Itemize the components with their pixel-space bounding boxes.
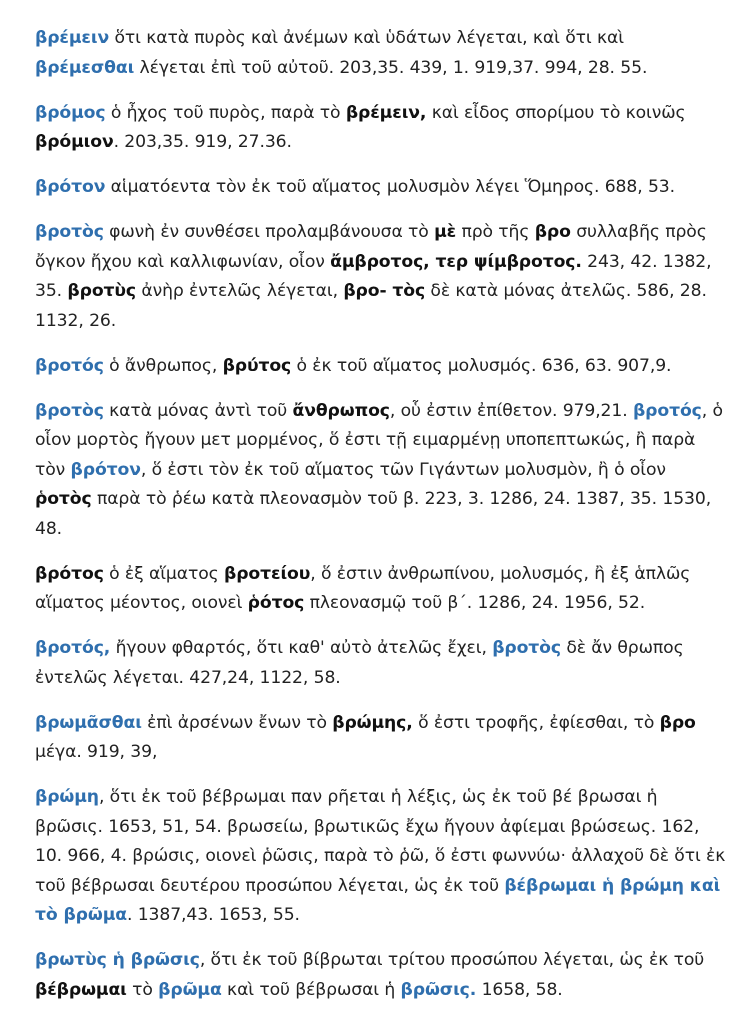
entry-text: , ὅ ἐστι τὸν ἐκ τοῦ αἵματος τῶν Γιγάντων μολυσμὸν, ἢ ὁ οἷον [140, 459, 672, 480]
bold-term: μὲ [434, 222, 457, 242]
bold-term: βρο [659, 712, 696, 733]
entry-text: . 203,35. 919, 27.36. [113, 132, 292, 152]
bold-term: ἄνθρωπος [292, 400, 390, 421]
entry [35, 397, 729, 545]
entry-text: τὸ [126, 979, 159, 1000]
bold-term: βρώμης, [332, 712, 413, 733]
headword: βρωμᾶσθαι [35, 712, 142, 733]
entry-text: ὅ ἐστι τροφῆς, ἐφίεσθαι, τὸ [412, 712, 660, 733]
bold-term: βροτὺς [67, 281, 136, 301]
entry [35, 709, 726, 768]
bold-term: ἄμβροτος, τερ ψίμβροτος. [330, 251, 582, 272]
entry-text: κατὰ μόνας ἀντὶ τοῦ [103, 400, 293, 421]
bold-term: ῥοτὸς [35, 489, 92, 509]
headword: βροτὸς [35, 400, 104, 421]
entry-text: , ὅτι ἐκ τοῦ βίβρωται τρίτου προσώπου λέγεται, ὡς ἐκ τοῦ [199, 950, 710, 970]
entry-text: φωνὴ ἐν συνθέσει προλαμβάνουσα τὸ [103, 222, 435, 242]
entry-text: δὲ ἄν θρωπος ἐντελῶς λέγεται. 427,24, 1122, 58. [35, 638, 689, 688]
entry-text: μέγα. 919, 39, [35, 712, 702, 762]
headword: βέβρωμαι ἡ βρώμη καὶ τὸ βρῶμα [35, 875, 727, 925]
entry-text: ὁ ἐξ αἵματος [103, 563, 224, 584]
headword: βρῶσις. [400, 979, 477, 1000]
headword: βρῶμα [158, 979, 222, 1000]
headword: βρώμη [35, 787, 99, 807]
bold-term: βρο [534, 222, 571, 242]
entry-text: λέγεται ἐπὶ τοῦ αὐτοῦ. 203,35. 439, 1. 919,37. 994, 28. 55. [134, 57, 648, 78]
bold-term: βρύτος [222, 355, 292, 376]
entry [35, 218, 726, 336]
entry-text: πλεονασμῷ τοῦ β΄. 1286, 24. 1956, 52. [304, 593, 646, 613]
entry-text: συλλαβῆς πρὸς ὄγκον ἤχου καὶ καλλιφωνίαν, οἷον [35, 222, 713, 272]
entry-text: , ὅ ἐστιν ἀνθρωπίνου, μολυσμός, ἢ ἐξ ἁπλῶς αἵματος μέοντος, οιονεὶ [35, 563, 696, 613]
headword: βροτός, [35, 638, 111, 658]
entry-text: ἀνὴρ ἐντελῶς λέγεται, [135, 281, 344, 301]
entry-text: 1658, 58. [476, 979, 563, 1000]
headword: βρόμος [35, 102, 106, 123]
entry [35, 173, 726, 203]
bold-term: βρέμειν, [345, 102, 427, 123]
bold-term: βροτείου [224, 563, 311, 584]
entry-text: . 1387,43. 1653, 55. [126, 905, 300, 925]
bold-term: βρόμιον [35, 132, 114, 152]
entry [35, 24, 726, 83]
entry [35, 99, 726, 158]
headword: βρωτὺς ἡ βρῶσις [35, 950, 200, 970]
headword: βρέμεσθαι [35, 57, 135, 78]
bold-term: βρότος [35, 563, 104, 584]
entry-text: , ὁ οἷον μορτὸς ἤγουν μετ μορμένος, ὅ ἐστι τῇ ειμαρμένῃ υποπεπτωκώς, ἢ παρὰ τὸν [35, 400, 729, 480]
bold-term: βέβρωμαι [35, 979, 127, 1000]
bold-term: ῥότος [247, 593, 305, 613]
headword: βροτός [35, 355, 104, 376]
entry-text: πρὸ τῆς [456, 222, 535, 242]
entry-text: παρὰ τὸ ῥέω κατὰ πλεονασμὸν τοῦ β. 223, 3. 1286, 24. 1387, 35. 1530, 48. [35, 489, 717, 539]
entry-text: καὶ τοῦ βέβρωσαι ἡ [221, 979, 401, 1000]
entry-text: δὲ κατὰ μόνας ἀτελῶς. 586, 28. 1132, 26. [35, 281, 713, 331]
entry-text: ὁ ἦχος τοῦ πυρὸς, παρὰ τὸ [105, 102, 346, 123]
entry-text: 243, 42. 1382, 35. [35, 251, 717, 301]
entry-text: ἐπὶ ἀρσένων ἔνων τὸ [141, 712, 333, 733]
entry-text: καὶ εἶδος σπορίμου τὸ κοινῶς [426, 102, 691, 123]
entry-text: ὅτι κατὰ πυρὸς καὶ ἀνέμων καὶ ὑδάτων λέγεται, καὶ ὅτι καὶ [109, 28, 630, 48]
bold-term: βρο- τὸς [343, 281, 426, 301]
entry-text: , ὅτι ἐκ τοῦ βέβρωμαι παν ρῆεται ἡ λέξις, ὡς ἐκ τοῦ βέ βρωσαι ἡ βρῶσις. 1653, 51, 54. βρωσείω, βρωτικῶς ἔχω ἤγουν ἀφίεμαι βρώσεως. 162, 10. 966, 4. βρώσις, οιονεὶ ῥῶσις, παρὰ τὸ ῥῶ, ὅ ἐστι φωννύω· ἀλλαχοῦ δὲ ὅτι ἐκ τοῦ βέβρωσαι δευτέρου προσώπου λέγεται, ὡς ἐκ τοῦ [35, 787, 731, 896]
headword: βροτὸς [492, 638, 561, 658]
entry [35, 560, 726, 619]
entry-text: αἱματόεντα τὸν ἐκ τοῦ αἵματος μολυσμὸν λέγει Ὅμηρος. 688, 53. [105, 177, 675, 197]
entry-list [35, 24, 731, 1005]
headword: βρότον [70, 459, 141, 480]
entry-text: ἤγουν φθαρτός, ὅτι καθ' αὐτὸ ἀτελῶς ἔχει, [110, 638, 493, 658]
entry-text: ὁ ἐκ τοῦ αἵματος μολυσμός. 636, 63. 907,9. [291, 355, 672, 376]
entry [35, 634, 726, 693]
entry [35, 946, 726, 1005]
entry-text: ὁ ἄνθρωπος, [103, 355, 223, 376]
entry-text: , οὗ ἐστιν ἐπίθετον. 979,21. [389, 400, 633, 421]
entry [35, 783, 731, 931]
headword: βρέμειν [35, 28, 110, 48]
headword: βροτός [632, 400, 702, 421]
headword: βρότον [35, 177, 106, 197]
headword: βροτὸς [35, 222, 104, 242]
entry [35, 352, 726, 382]
